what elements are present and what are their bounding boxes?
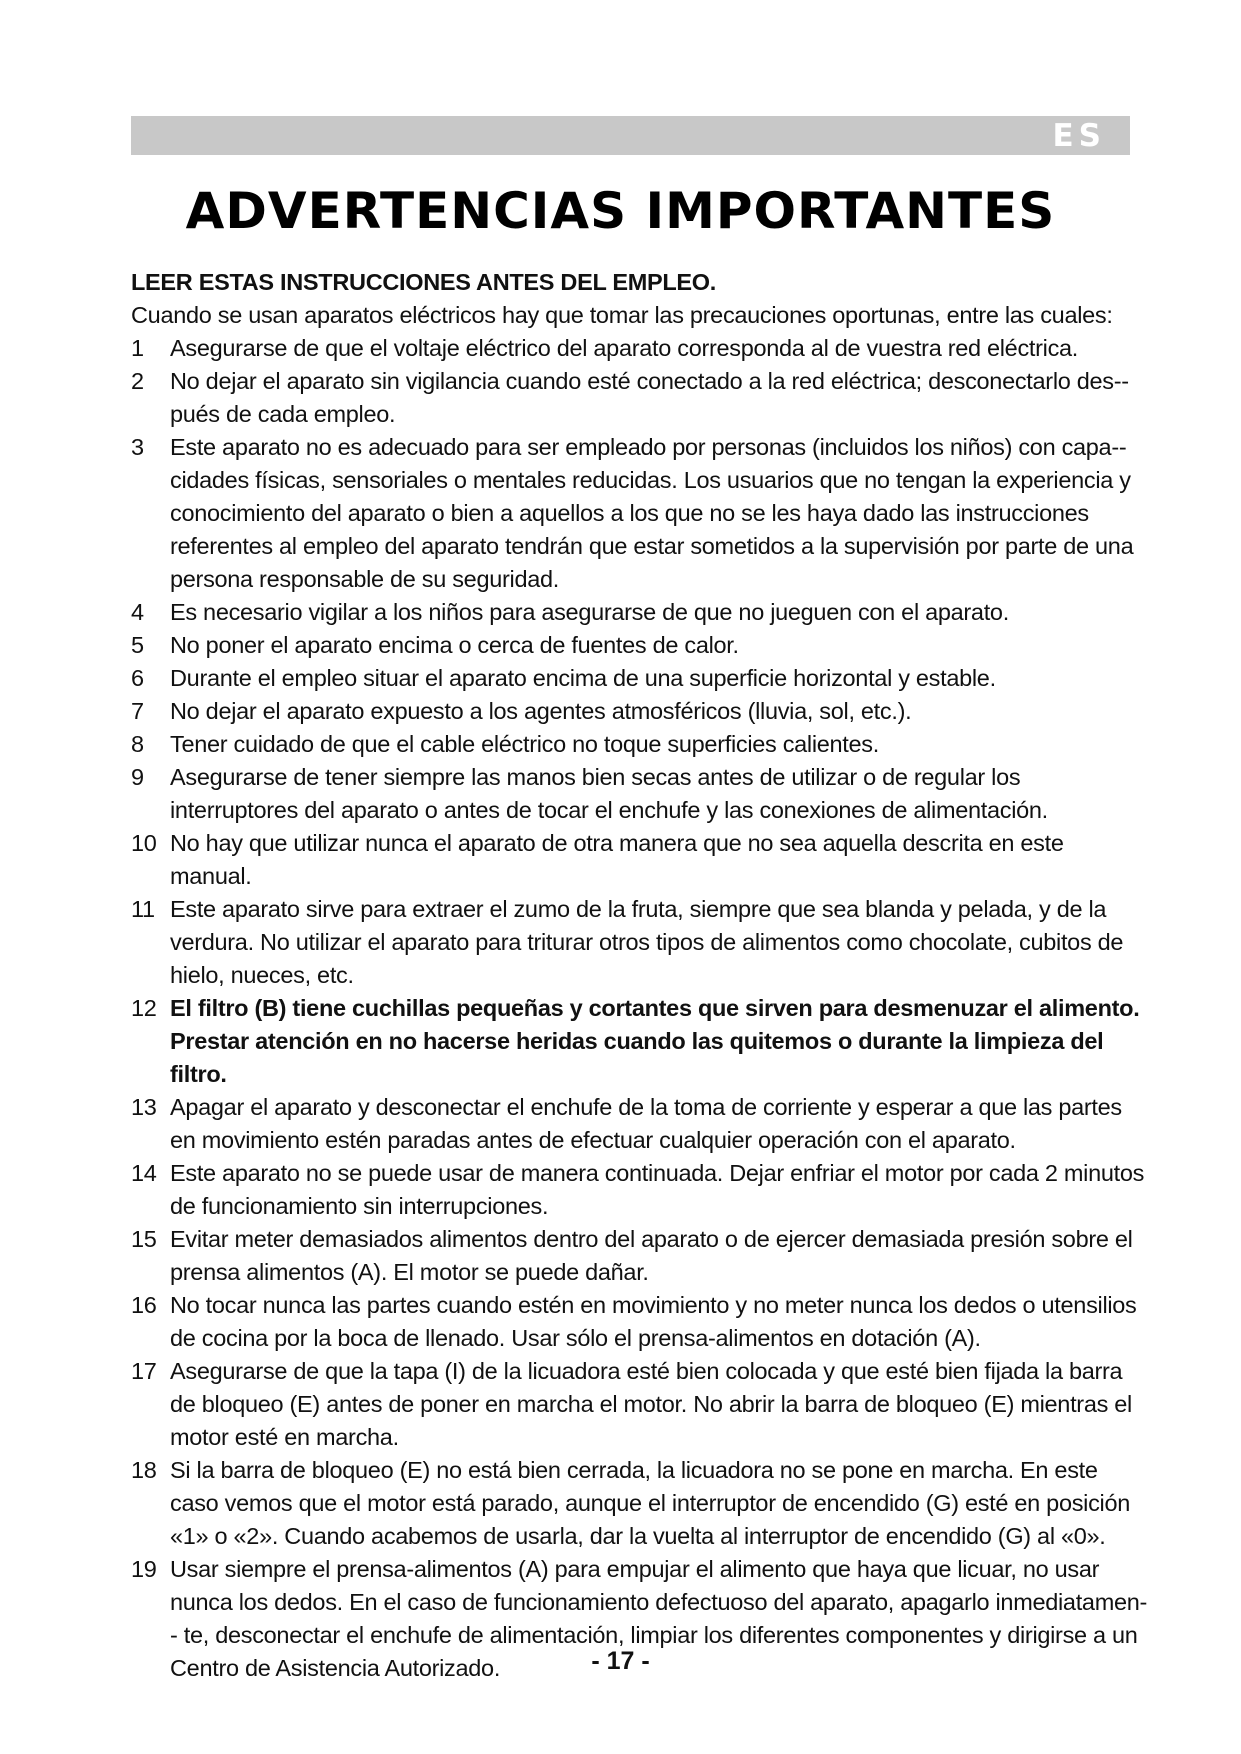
- language-bar: [131, 116, 1130, 155]
- warning-item: [131, 365, 1151, 431]
- item-text: Si la barra de bloqueo (E) no está bien cerrada, la licuadora no se pone en marcha. En este caso vemos que el motor está parado, aunque el interruptor de encendido (G) esté en posición «1» o «2». Cuando acabemos de usarla, dar la vuelta al interruptor de encendido (G) al «0».: [170, 1457, 1130, 1549]
- item-number: 9: [131, 764, 144, 790]
- warnings-content: [131, 266, 1151, 1685]
- item-number: 16: [131, 1292, 157, 1318]
- warning-item: [131, 596, 1151, 629]
- page-number: - 17 -: [591, 1647, 650, 1675]
- item-text: Evitar meter demasiados alimentos dentro del aparato o de ejercer demasiada presión sobre el prensa alimentos (A). El motor se puede dañar.: [170, 1226, 1133, 1285]
- warning-item: [131, 1289, 1151, 1355]
- item-number: 7: [131, 698, 144, 724]
- item-number: 18: [131, 1457, 157, 1483]
- warning-item: [131, 629, 1151, 662]
- item-text: No dejar el aparato expuesto a los agentes atmosféricos (lluvia, sol, etc.).: [170, 698, 912, 724]
- item-text: Este aparato no se puede usar de manera continuada. Dejar enfriar el motor por cada 2 minutos de funcionamiento sin interrupciones.: [170, 1160, 1145, 1219]
- item-text: Asegurarse de que el voltaje eléctrico del aparato corresponda al de vuestra red eléctrica.: [170, 335, 1079, 361]
- item-number: 10: [131, 830, 157, 856]
- warning-item: [131, 1157, 1151, 1223]
- warning-item: [131, 893, 1151, 992]
- item-number: 19: [131, 1556, 157, 1582]
- item-text: Apagar el aparato y desconectar el enchufe de la toma de corriente y esperar a que las partes en movimiento estén paradas antes de efectuar cualquier operación con el aparato.: [170, 1094, 1122, 1153]
- item-text: Este aparato sirve para extraer el zumo de la fruta, siempre que sea blanda y pelada, y de la verdura. No utilizar el aparato para triturar otros tipos de alimentos como chocolate, cubitos de hielo, nueces, etc.: [170, 896, 1124, 988]
- item-number: 17: [131, 1358, 157, 1384]
- item-number: 1: [131, 335, 144, 361]
- item-number: 15: [131, 1226, 157, 1252]
- item-text: El filtro (B) tiene cuchillas pequeñas y cortantes que sirven para desmenuzar el alimento. Prestar atención en no hacerse heridas cuando las quitemos o durante la limpieza del filtro.: [170, 995, 1140, 1087]
- item-text: Es necesario vigilar a los niños para asegurarse de que no jueguen con el aparato.: [170, 599, 1009, 625]
- item-text: No dejar el aparato sin vigilancia cuando esté conectado a la red eléctrica; desconectarlo des-- pués de cada empleo.: [170, 368, 1129, 427]
- item-number: 2: [131, 368, 144, 394]
- intro-text: Cuando se usan aparatos eléctricos hay que tomar las precauciones oportunas, entre las cuales:: [131, 302, 1113, 328]
- item-text: Durante el empleo situar el aparato encima de una superficie horizontal y estable.: [170, 665, 996, 691]
- item-number: 11: [131, 896, 155, 922]
- item-text: Asegurarse de que la tapa (I) de la licuadora esté bien colocada y que esté bien fijada la barra de bloqueo (E) antes de poner en marcha el motor. No abrir la barra de bloqueo (E) mientras el motor esté en marcha.: [170, 1358, 1132, 1450]
- item-text: Asegurarse de tener siempre las manos bien secas antes de utilizar o de regular los interruptores del aparato o antes de tocar el enchufe y las conexiones de alimentación.: [170, 764, 1048, 823]
- warning-item-emphasized: [131, 992, 1151, 1091]
- warning-item: [131, 1355, 1151, 1454]
- warning-item: [131, 728, 1151, 761]
- warning-item: [131, 431, 1151, 596]
- warning-item: [131, 1091, 1151, 1157]
- item-number: 13: [131, 1094, 157, 1120]
- item-number: 4: [131, 599, 144, 625]
- item-number: 8: [131, 731, 144, 757]
- item-number: 12: [131, 995, 157, 1021]
- item-text: Tener cuidado de que el cable eléctrico no toque superficies calientes.: [170, 731, 879, 757]
- language-code: ES: [1052, 118, 1106, 154]
- page-title: ADVERTENCIAS IMPORTANTES: [185, 182, 1056, 240]
- warning-item: [131, 827, 1151, 893]
- item-text: Este aparato no es adecuado para ser empleado por personas (incluidos los niños) con capa-- cidades físicas, sensoriales o mentales reducidas. Los usuarios que no tengan la experiencia y conocimiento del aparato o bien a aquellos a los que no se les haya dado las instrucciones referentes al empleo del aparato tendrán que estar sometidos a la supervisión por parte de una persona responsable de su seguridad.: [170, 434, 1134, 592]
- item-number: 3: [131, 434, 144, 460]
- warning-item: [131, 332, 1151, 365]
- item-text: No hay que utilizar nunca el aparato de otra manera que no sea aquella descrita en este manual.: [170, 830, 1064, 889]
- warning-item: [131, 1223, 1151, 1289]
- warning-item: [131, 761, 1151, 827]
- item-text: No poner el aparato encima o cerca de fuentes de calor.: [170, 632, 739, 658]
- instructions-heading: LEER ESTAS INSTRUCCIONES ANTES DEL EMPLEO.: [131, 269, 716, 295]
- warning-item: [131, 695, 1151, 728]
- warning-item: [131, 1454, 1151, 1553]
- item-number: 6: [131, 665, 144, 691]
- item-text: No tocar nunca las partes cuando estén en movimiento y no meter nunca los dedos o utensilios de cocina por la boca de llenado. Usar sólo el prensa-alimentos en dotación (A).: [170, 1292, 1137, 1351]
- warning-item: [131, 662, 1151, 695]
- item-number: 14: [131, 1160, 157, 1186]
- item-text: Usar siempre el prensa-alimentos (A) para empujar el alimento que haya que licuar, no usar nunca los dedos. En el caso de funcionamiento defectuoso del aparato, apagarlo inmediatamen-- te, desconectar el enchufe de alimentación, limpiar los diferentes componentes y dirigirse a un Centro de Asistencia Autorizado.: [170, 1556, 1148, 1681]
- item-number: 5: [131, 632, 144, 658]
